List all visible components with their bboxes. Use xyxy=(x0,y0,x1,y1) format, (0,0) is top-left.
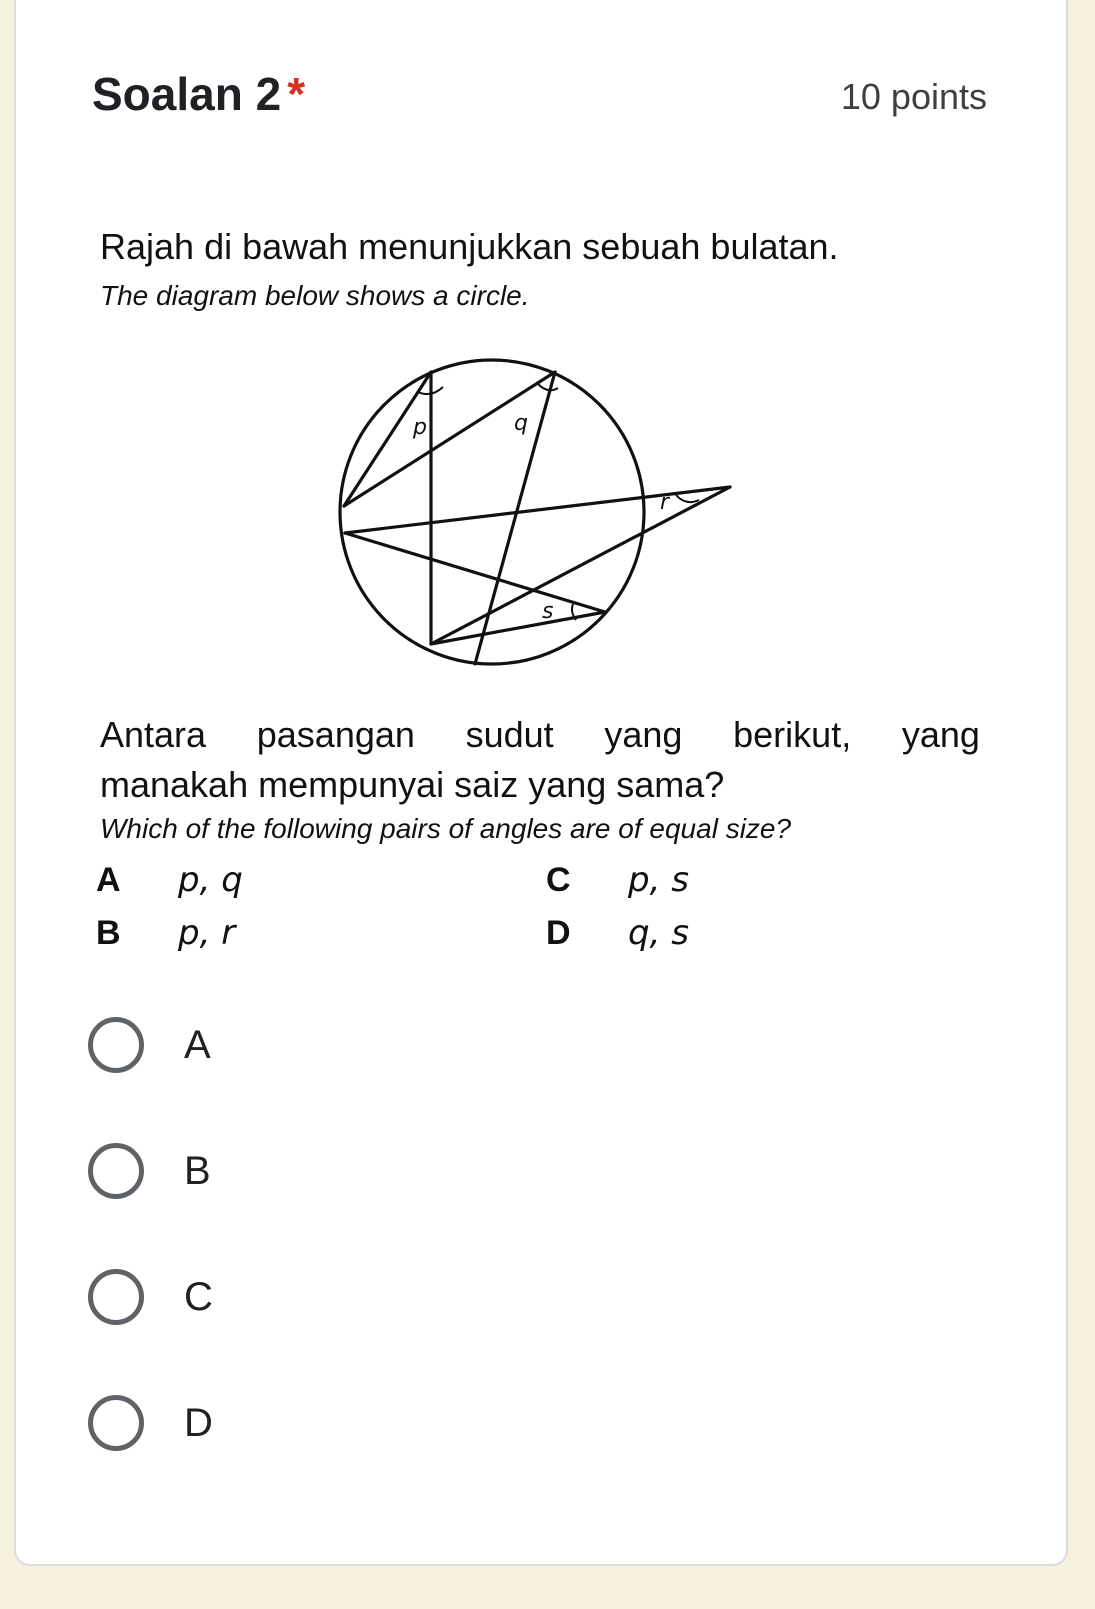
option-value: p, r xyxy=(178,913,236,953)
chord-s-lower xyxy=(431,612,605,644)
option-c xyxy=(546,860,689,900)
question-malay-line2: manakah mempunyai saiz yang sama? xyxy=(100,764,725,805)
option-letter: C xyxy=(546,861,571,899)
required-asterisk: * xyxy=(287,68,306,120)
word: yang xyxy=(901,714,980,755)
radio-label[interactable]: C xyxy=(184,1274,213,1319)
option-b xyxy=(96,913,235,953)
radio-button[interactable] xyxy=(88,1143,144,1199)
arc-r xyxy=(676,495,699,502)
label-p: p xyxy=(413,415,427,440)
radio-choice-d[interactable] xyxy=(88,1388,213,1458)
radio-label[interactable]: B xyxy=(184,1148,211,1193)
chord-r-lower xyxy=(431,487,730,644)
option-a xyxy=(96,860,243,900)
label-r: r xyxy=(660,490,670,515)
question-english: Which of the following pairs of angles are of equal size? xyxy=(100,813,792,844)
option-letter: D xyxy=(546,914,571,952)
radio-label[interactable]: A xyxy=(184,1022,211,1067)
arc-q xyxy=(538,384,558,390)
word: berikut, xyxy=(733,714,852,755)
intro-malay: Rajah di bawah menunjukkan sebuah bulatan. xyxy=(100,226,839,267)
word: Antara xyxy=(100,714,207,755)
word: sudut xyxy=(465,714,554,755)
chord-horizontal xyxy=(345,487,730,533)
radio-choice-b[interactable] xyxy=(88,1136,211,1206)
option-letter: A xyxy=(96,861,121,899)
radio-choice-a[interactable] xyxy=(88,1010,211,1080)
question-title-text: Soalan 2 xyxy=(92,68,282,120)
question-malay-line1 xyxy=(100,714,980,756)
radio-button[interactable] xyxy=(88,1017,144,1073)
word: pasangan xyxy=(256,714,415,755)
label-q: q xyxy=(514,411,528,436)
circle-outline xyxy=(340,360,644,664)
radio-button[interactable] xyxy=(88,1395,144,1451)
intro-english: The diagram below shows a circle. xyxy=(100,280,530,311)
option-value: p, s xyxy=(628,860,689,900)
radio-label[interactable]: D xyxy=(184,1400,213,1445)
option-letter: B xyxy=(96,914,121,952)
word: yang xyxy=(604,714,683,755)
radio-choice-c[interactable] xyxy=(88,1262,213,1332)
points-label: 10 points xyxy=(840,76,987,117)
option-d xyxy=(546,913,689,953)
radio-button[interactable] xyxy=(88,1269,144,1325)
option-value: p, q xyxy=(178,860,243,900)
option-value: q, s xyxy=(628,913,689,953)
label-s: s xyxy=(542,599,554,624)
